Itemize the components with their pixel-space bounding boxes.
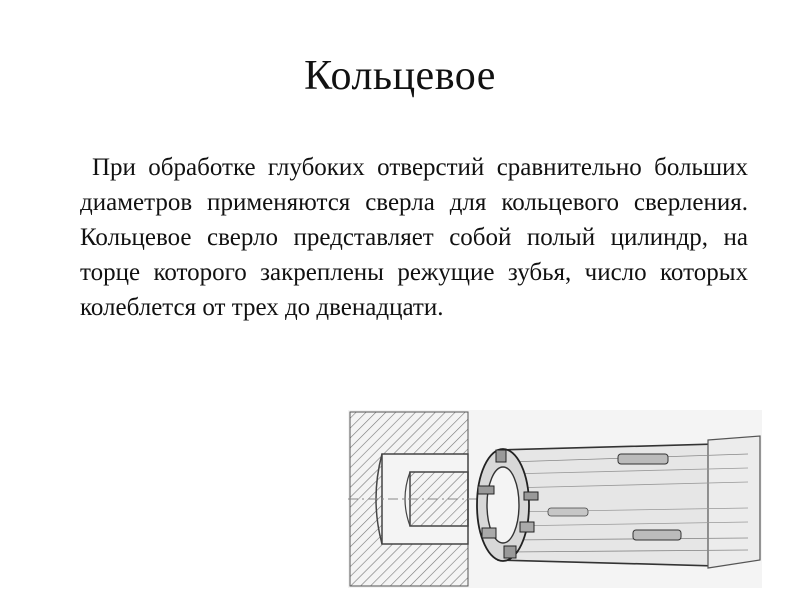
annular-drill-illustration (348, 410, 762, 588)
cutting-tooth (478, 486, 494, 494)
cutting-tooth (496, 450, 506, 462)
cutting-tooth (520, 522, 534, 532)
slide-paragraph: При обработке глубоких отверстий сравнительно больших диаметров применяются сверла для кольцевого сверления. Кольцевое сверло представляет собой полый цилиндр, на торце которого закреплены режущие зубья, число которых колеблется от трех до двенадцати. (80, 154, 748, 321)
cutting-tooth (524, 492, 538, 500)
cutting-tooth (482, 528, 496, 538)
drill-body (498, 436, 760, 568)
cutting-tooth (504, 546, 516, 558)
slide-title: Кольцевое (304, 53, 496, 99)
